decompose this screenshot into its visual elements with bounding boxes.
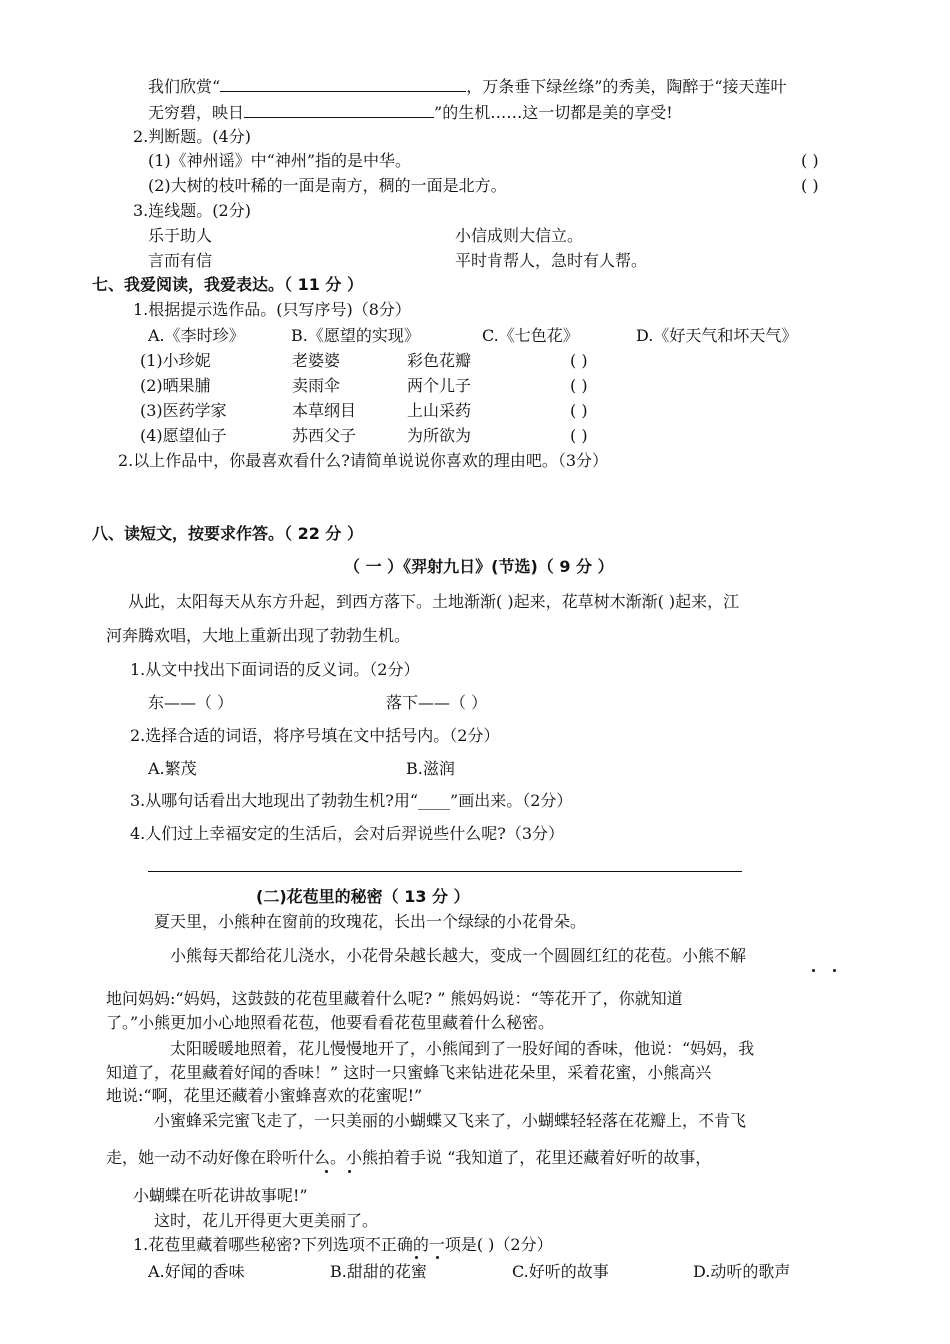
sec7-row-4-answer[interactable]: ( ) [570,426,588,445]
fill-line-2 [148,102,673,123]
sec8-q2-option-b: B.滋润 [406,759,455,778]
answer-blank[interactable] [244,102,434,118]
sec7-row-3-answer[interactable]: ( ) [570,401,588,420]
judge-q2: (2)大树的枝叶稀的一面是南方，稠的一面是北方。 [148,176,507,195]
passage2-line-11: 这时，花儿开得更大更美丽了。 [154,1211,379,1230]
fill-text: ”的生机……这一切都是美的享受! [434,103,673,122]
emphasis-dot [348,1170,351,1173]
match-right-2[interactable]: 平时肯帮人，急时有人帮。 [455,251,648,270]
sec7-row-4-c1: (4)愿望仙子 [140,426,227,445]
sec8-q1-answer-2[interactable]: 落下——（ ） [386,693,488,712]
sec8-q4: 4.人们过上幸福安定的生活后，会对后羿说些什么呢?（3分） [130,824,565,843]
passage2-line-8: 小蜜蜂采完蜜飞走了，一只美丽的小蝴蝶又飞来了，小蝴蝶轻轻落在花瓣上，不肯飞 [154,1111,747,1130]
fill-text: ，万条垂下绿丝绦”的秀美，陶醉于“接天莲叶 [466,77,787,96]
sec7-row-4-c2: 苏西父子 [292,426,357,445]
sec7-row-3-c2: 本草纲目 [292,401,357,420]
passage2-line-4: 了。”小熊更加小心地照看花苞，他要看看花苞里藏着什么秘密。 [106,1013,555,1032]
emphasis-dot [812,969,815,972]
passage2-line-9: 走，她一动不动好像在聆听什么。小熊拍着手说 “我知道了，花里还藏着好听的故事， [106,1148,712,1167]
sec7-row-1-c2: 老婆婆 [292,351,341,370]
sec8-q2: 2.选择合适的词语，将序号填在文中括号内。（2分） [130,726,500,745]
sec7-option-a: A.《李时珍》 [148,326,245,345]
passage2-line-6: 知道了，花里藏着好闻的香味！” 这时一只蜜蜂飞来钻进花朵里，采着花蜜，小熊高兴 [106,1063,712,1082]
sec7-q1: 1.根据提示选作品。(只写序号)（8分） [133,300,411,319]
sec7-row-3-c1: (3)医药学家 [140,401,227,420]
sec7-row-2-c3: 两个儿子 [407,376,472,395]
sec7-row-4-c3: 为所欲为 [407,426,472,445]
passage2-q1-option-c: C.好听的故事 [512,1262,609,1281]
fill-text: 无穷碧，映日 [148,103,245,122]
emphasis-dot [833,969,836,972]
sec8-passage-line-2: 河奔腾欢唱，大地上重新出现了勃勃生机。 [106,626,411,645]
emphasis-dot [436,1256,439,1259]
fill-line-1 [148,76,787,97]
sec7-row-1-c3: 彩色花瓣 [407,351,472,370]
sec7-option-d: D.《好天气和坏天气》 [636,326,798,345]
section-7-title: 七、我爱阅读，我爱表达。（ 11 分 ） [92,275,363,294]
fill-text: 我们欣赏“ [148,77,221,96]
passage2-line-5: 太阳暖暖地照着，花儿慢慢地开了，小熊闻到了一股好闻的香味，他说：“妈妈，我 [170,1039,755,1058]
judge-answer-1[interactable]: ( ) [801,151,819,170]
passage2-line-1: 夏天里，小熊种在窗前的玫瑰花，长出一个绿绿的小花骨朵。 [154,912,587,931]
sec8-passage-line-1: 从此，太阳每天从东方升起，到西方落下。土地渐渐( )起来，花草树木渐渐( )起来，江 [128,592,740,611]
sec7-option-c: C.《七色花》 [482,326,579,345]
sec8-q1-answer-1[interactable]: 东——（ ） [148,693,234,712]
judge-q1: (1)《神州谣》中“神州”指的是中华。 [148,151,412,170]
sec7-q2: 2.以上作品中，你最喜欢看什么?请简单说说你喜欢的理由吧。（3分） [118,451,609,470]
sec7-option-b: B.《愿望的实现》 [291,326,420,345]
sec7-row-1-answer[interactable]: ( ) [570,351,588,370]
section-8-title: 八、读短文，按要求作答。（ 22 分 ） [92,524,363,543]
sec8-subtitle-1: （ 一 ）《羿射九日》(节选)（ 9 分 ） [344,557,614,576]
passage2-q1-option-b: B.甜甜的花蜜 [330,1262,427,1281]
sec8-q3: 3.从哪句话看出大地现出了勃勃生机?用“____”画出来。（2分） [130,791,573,810]
sec8-q2-option-a: A.繁茂 [148,759,197,778]
match-left-1[interactable]: 乐于助人 [148,226,213,245]
match-title: 3.连线题。(2分) [133,201,251,220]
emphasis-dot [325,1170,328,1173]
answer-line[interactable] [148,871,742,872]
passage2-q1-option-a: A.好闻的香味 [148,1262,245,1281]
answer-blank[interactable] [220,76,466,92]
sec7-row-3-c3: 上山采药 [407,401,472,420]
sec8-subtitle-2: (二)花苞里的秘密（ 13 分 ） [256,887,470,906]
passage2-line-7: 地说:“啊，花里还藏着小蜜蜂喜欢的花蜜呢!” [106,1086,423,1105]
passage2-line-3: 地问妈妈:“妈妈，这鼓鼓的花苞里藏着什么呢? ” 熊妈妈说：“等花开了，你就知道 [106,989,683,1008]
match-right-1[interactable]: 小信成则大信立。 [455,226,584,245]
sec7-row-2-c2: 卖雨伞 [292,376,341,395]
passage2-q1-option-d: D.动听的歌声 [693,1262,791,1281]
sec7-row-2-answer[interactable]: ( ) [570,376,588,395]
passage2-line-2: 小熊每天都给花儿浇水，小花骨朵越长越大，变成一个圆圆红红的花苞。小熊不解 [170,946,747,965]
judge-answer-2[interactable]: ( ) [801,176,819,195]
sec7-row-1-c1: (1)小珍妮 [140,351,211,370]
judge-title: 2.判断题。(4分) [133,127,251,146]
sec8-q1: 1.从文中找出下面词语的反义词。（2分） [130,660,420,679]
passage2-q1: 1.花苞里藏着哪些秘密?下列选项不正确的一项是( )（2分） [133,1235,553,1254]
sec7-row-2-c1: (2)晒果脯 [140,376,211,395]
match-left-2[interactable]: 言而有信 [148,251,213,270]
passage2-line-10: 小蝴蝶在听花讲故事呢!” [133,1186,308,1205]
emphasis-dot [415,1256,418,1259]
